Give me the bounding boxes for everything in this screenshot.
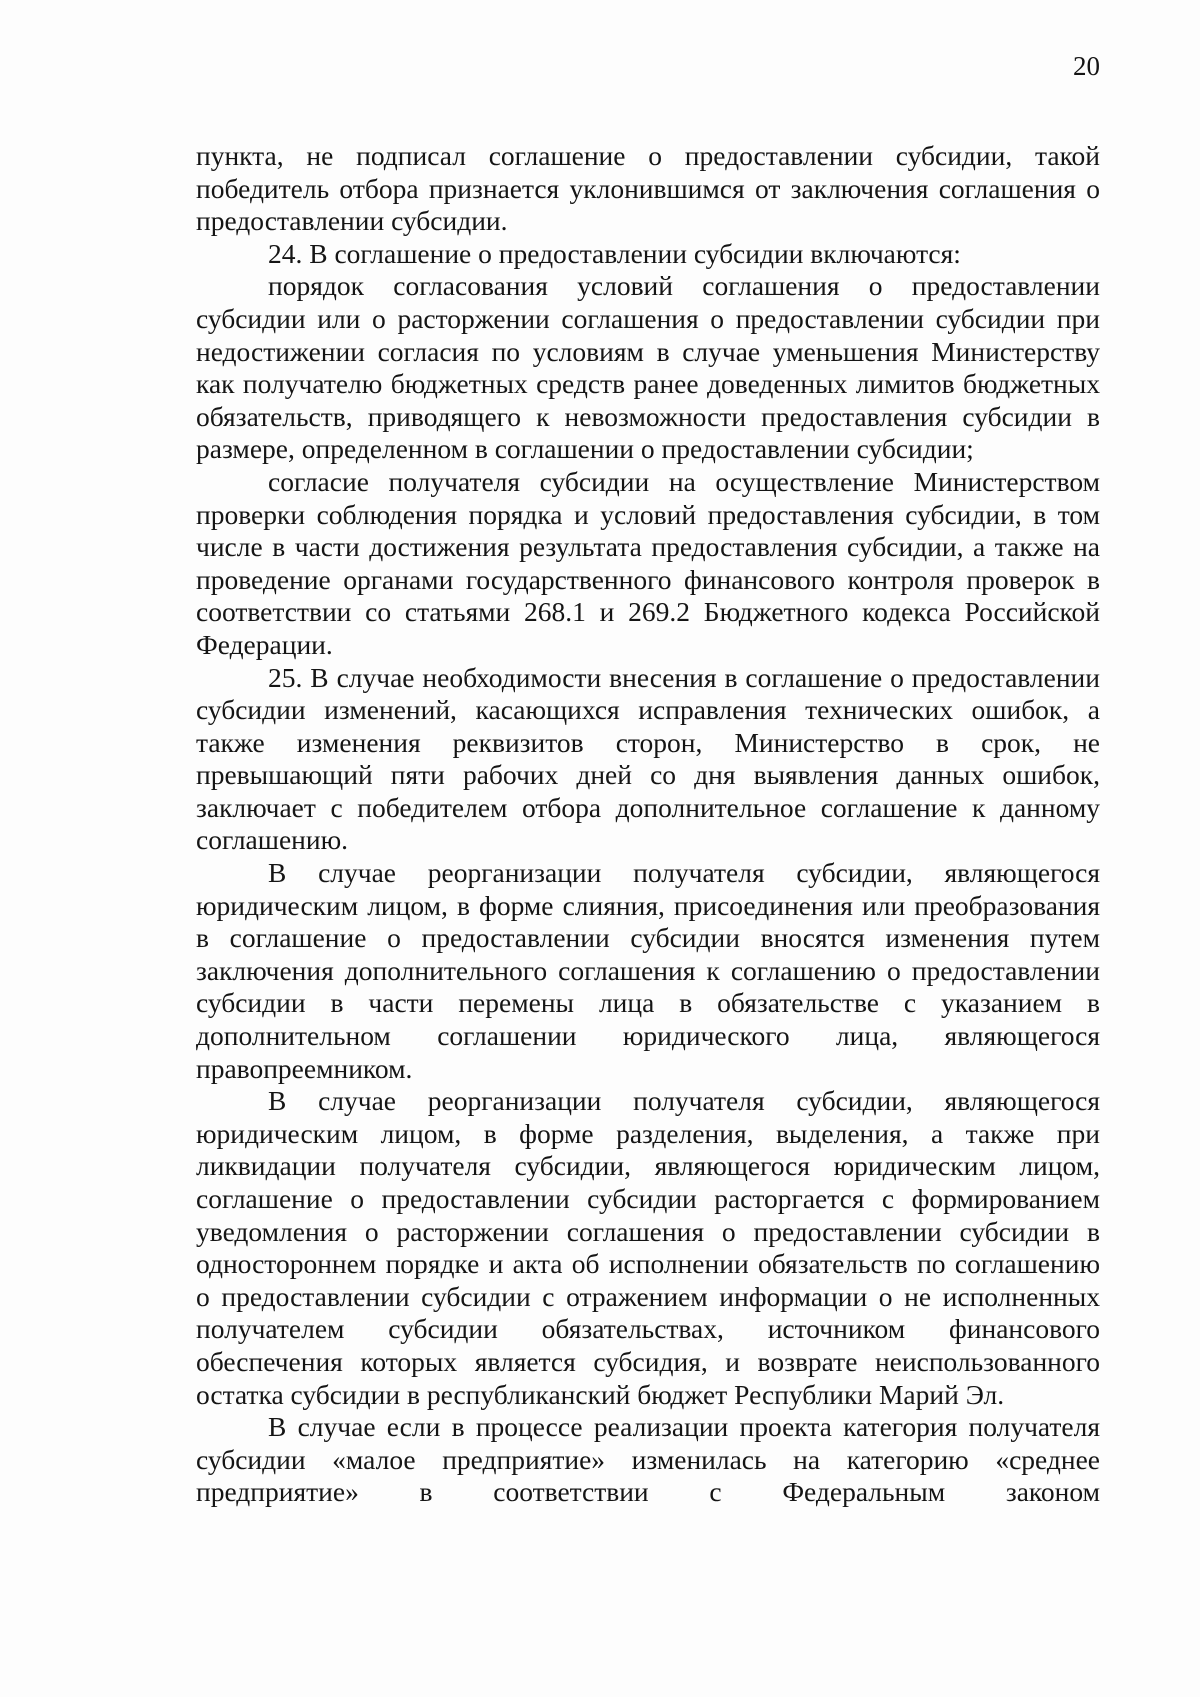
paragraph-recipient-consent: согласие получателя субсидии на осуществление Министерством проверки соблюдения порядка и условий предоставления субсидии, в том числе в части достижения результата предоставления субсидии, а также на проведение органами государственного финансового контроля проверок в соответствии со статьями 268.1 и 269.2 Бюджетного кодекса Российской Федерации. <box>196 465 1100 660</box>
paragraph-clause-24: 24. В соглашение о предоставлении субсидии включаются: <box>268 237 961 269</box>
page-number: 20 <box>1073 51 1100 81</box>
paragraph-approval-procedure: порядок согласования условий соглашения о предоставлении субсидии или о расторжении соглашения о предоставлении субсидии при недостижении согласия по условиям в случае уменьшения Министерству как получателю бюджетных средств ранее доведенных лимитов бюджетных обязательств, приводящего к невозможности предоставления субсидии в размере, определенном в соглашении о предоставлении субсидии; <box>196 270 1100 465</box>
paragraph-clause-25: 25. В случае необходимости внесения в соглашение о предоставлении субсидии изменений, касающихся исправления технических ошибок, а также изменения реквизитов сторон, Министерство в срок, не превышающий пяти рабочих дней со дня выявления данных ошибок, заключает с победителем отбора дополнительное соглашение к данному соглашению. <box>196 661 1100 856</box>
paragraph-reorganization-merger: В случае реорганизации получателя субсидии, являющегося юридическим лицом, в форме слияния, присоединения или преобразования в соглашение о предоставлении субсидии вносятся изменения путем заключения дополнительного соглашения к соглашению о предоставлении субсидии в части перемены лица в обязательстве с указанием в дополнительном соглашении юридического лица, являющегося правопреемником. <box>196 857 1100 1084</box>
document-body <box>196 140 1100 1509</box>
paragraph-continuation: пункта, не подписал соглашение о предоставлении субсидии, такой победитель отбора признается уклонившимся от заключения соглашения о предоставлении субсидии. <box>196 140 1100 237</box>
paragraph-reorganization-division: В случае реорганизации получателя субсидии, являющегося юридическим лицом, в форме разделения, выделения, а также при ликвидации получателя субсидии, являющегося юридическим лицом, соглашение о предоставлении субсидии расторгается с формированием уведомления о расторжении соглашения о предоставлении субсидии в одностороннем порядке и акта об исполнении обязательств по соглашению о предоставлении субсидии с отражением информации о не исполненных получателем субсидии обязательствах, источником финансового обеспечения которых является субсидия, и возврате неиспользованного остатка субсидии в республиканский бюджет Республики Марий Эл. <box>196 1085 1100 1410</box>
paragraph-category-change: В случае если в процессе реализации проекта категория получателя субсидии «малое предприятие» изменилась на категорию «среднее предприятие» в соответствии с Федеральным законом <box>196 1411 1100 1508</box>
